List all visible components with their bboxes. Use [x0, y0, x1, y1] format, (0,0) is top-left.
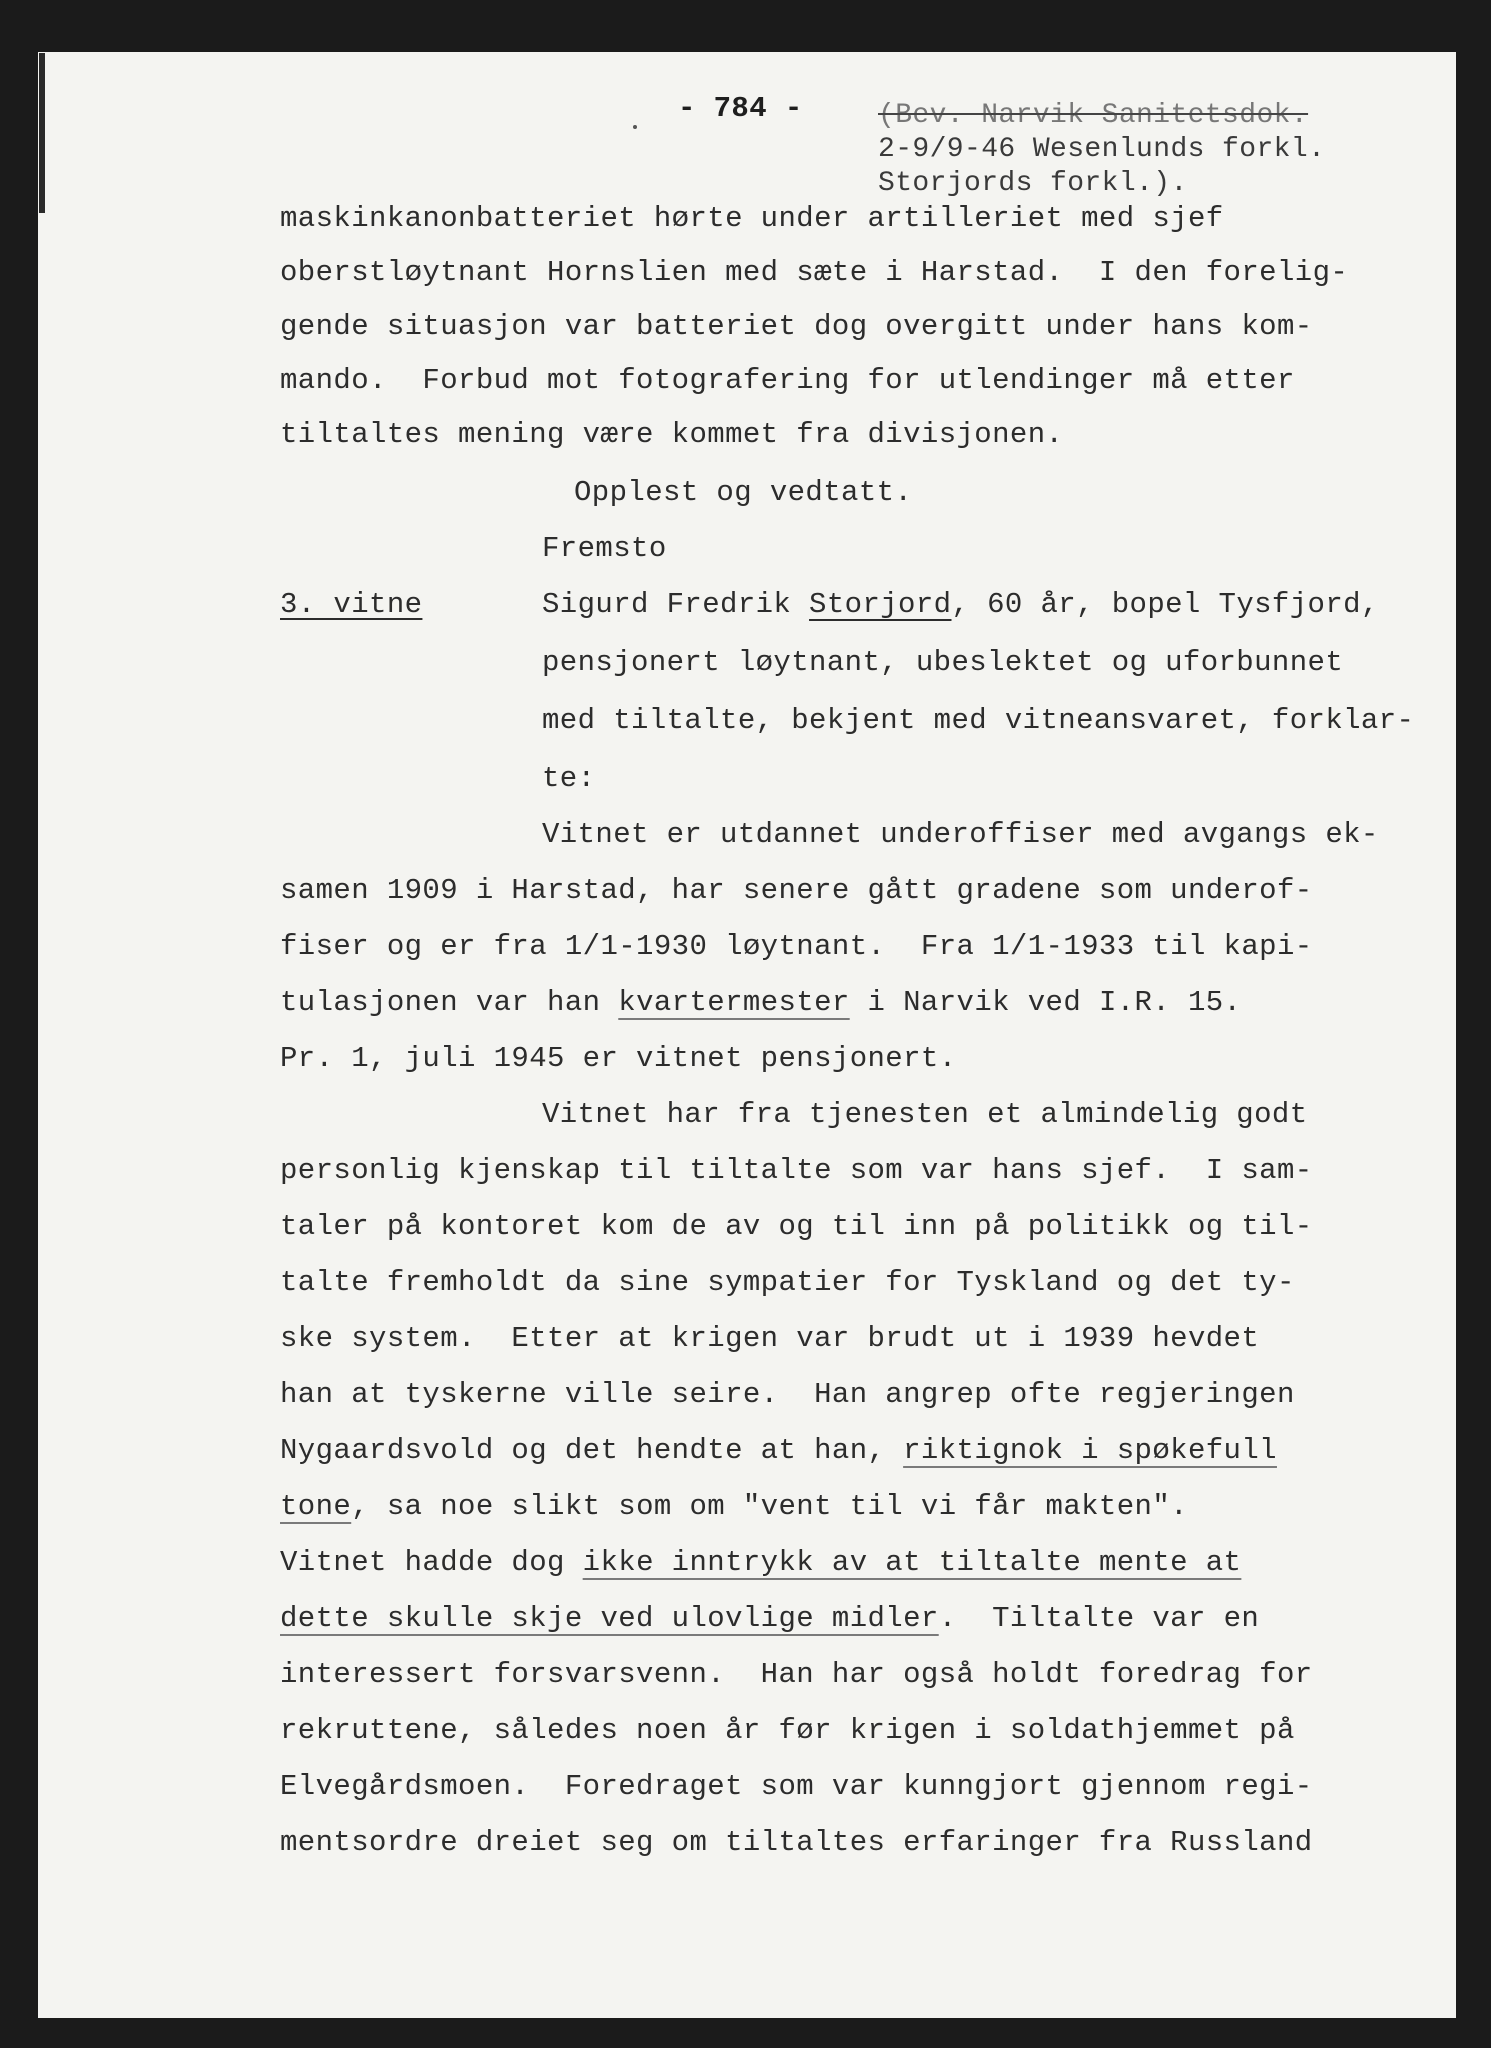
body-line-18: personlig kjenskap til tiltalte som var hans sjef. I sam- — [280, 1154, 1313, 1187]
body-line-26: dette skulle skje ved ulovlige midler. Tiltalte var en — [280, 1602, 1260, 1635]
body-line-23: Nygaardsvold og det hendte at han, riktignok i spøkefull — [280, 1434, 1277, 1467]
body-line-20: talte fremholdt da sine sympatier for Tyskland og det ty- — [280, 1266, 1295, 1299]
body-line-24: tone, sa noe slikt som om "vent til vi får makten". — [280, 1490, 1188, 1523]
body-line-5: tiltaltes mening være kommet fra divisjonen. — [280, 418, 1064, 451]
body-line-25: Vitnet hadde dog ikke inntrykk av at tiltalte mente at — [280, 1546, 1242, 1579]
body-line-4: mando. Forbud mot fotografering for utlendinger må etter — [280, 364, 1295, 397]
body-line-30: mentsordre dreiet seg om tiltaltes erfaringer fra Russland — [280, 1826, 1313, 1859]
body-line-21: ske system. Etter at krigen var brudt ut i 1939 hevdet — [280, 1322, 1260, 1355]
body-line-13: samen 1909 i Harstad, har senere gått gradene som underof- — [280, 874, 1313, 907]
body-line-15: tulasjonen var han kvartermester i Narvik ved I.R. 15. — [280, 986, 1242, 1019]
underlined-phrase-riktignok: riktignok i spøkefull — [903, 1434, 1277, 1467]
reference-line-1: (Bev. Narvik Sanitetsdok. — [878, 100, 1309, 131]
body-line-2: oberstløytnant Hornslien med sæte i Harstad. I den forelig- — [280, 256, 1349, 289]
body-line-1: maskinkanonbatteriet hørte under artilleriet med sjef — [280, 202, 1224, 235]
body-line-10: med tiltalte, bekjent med vitneansvaret, forklar- — [542, 704, 1415, 737]
underlined-phrase-inntrykk: ikke inntrykk av at tiltalte mente at — [582, 1546, 1242, 1579]
body-line-17: Vitnet har fra tjenesten et almindelig godt — [542, 1098, 1308, 1131]
reference-line-2: 2-9/9-46 Wesenlunds forkl. — [878, 134, 1326, 165]
body-line-19: taler på kontoret kom de av og til inn på politikk og til- — [280, 1210, 1313, 1243]
body-line-11: te: — [542, 762, 596, 795]
body-line-16: Pr. 1, juli 1945 er vitnet pensjonert. — [280, 1042, 957, 1075]
underlined-phrase-ulovlige: dette skulle skje ved ulovlige midler — [280, 1602, 939, 1635]
body-line-8: Sigurd Fredrik Storjord, 60 år, bopel Tysfjord, — [542, 588, 1379, 621]
underlined-phrase-kvartermester: kvartermester — [618, 986, 850, 1019]
ink-dot — [633, 125, 637, 129]
body-line-12: Vitnet er utdannet underoffiser med avgangs ek- — [542, 818, 1379, 851]
body-line-3: gende situasjon var batteriet dog overgitt under hans kom- — [280, 310, 1313, 343]
body-line-6: Opplest og vedtatt. — [574, 476, 913, 509]
edge-mark — [39, 53, 45, 213]
body-line-7: Fremsto — [542, 532, 667, 565]
witness-label: 3. vitne — [280, 588, 423, 621]
body-line-22: han at tyskerne ville seire. Han angrep ofte regjeringen — [280, 1378, 1295, 1411]
body-line-28: rekruttene, således noen år før krigen i soldathjemmet på — [280, 1714, 1295, 1747]
reference-line-3: Storjords forkl.). — [878, 168, 1188, 199]
body-line-14: fiser og er fra 1/1-1930 løytnant. Fra 1/1-1933 til kapi- — [280, 930, 1313, 963]
body-line-27: interessert forsvarsvenn. Han har også holdt foredrag for — [280, 1658, 1313, 1691]
underlined-name: Storjord — [809, 588, 952, 621]
page-number: - 784 - — [678, 92, 803, 125]
body-line-29: Elvegårdsmoen. Foredraget som var kunngjort gjennom regi- — [280, 1770, 1313, 1803]
body-line-9: pensjonert løytnant, ubeslektet og uforbunnet — [542, 646, 1344, 679]
underlined-word-tone: tone — [280, 1490, 352, 1523]
document-page — [38, 52, 1456, 2018]
